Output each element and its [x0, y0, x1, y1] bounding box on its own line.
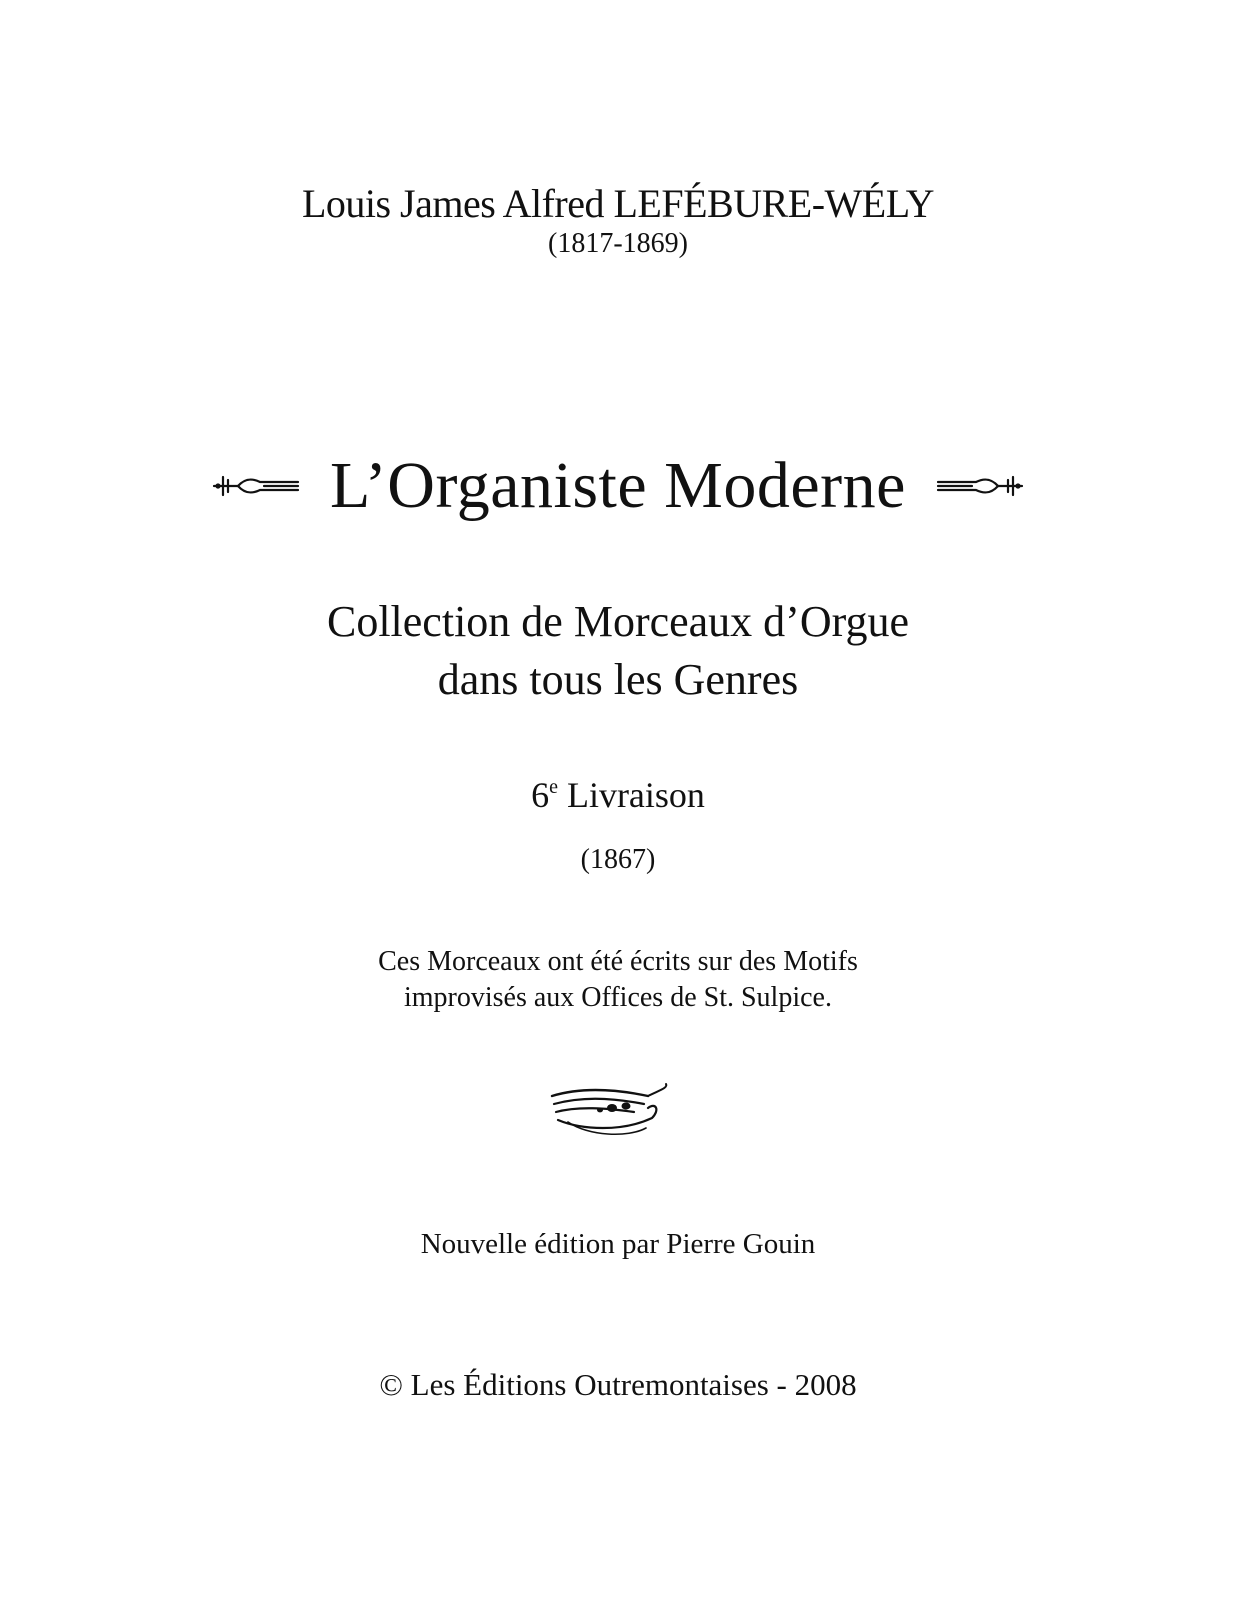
copyright-notice: © Les Éditions Outremontaises - 2008 [379, 1367, 857, 1402]
scroll-ornament-icon [936, 471, 1024, 501]
composer-name: Louis James Alfred LEFÉBURE-WÉLY [301, 181, 935, 226]
livraison-number: 6 [531, 775, 550, 815]
subtitle-line-2: dans tous les Genres [437, 655, 799, 704]
composer-dates: (1817-1869) [548, 228, 688, 259]
subtitle-line-1: Collection de Morceaux d’Orgue [326, 597, 909, 646]
publication-year: (1867) [580, 844, 656, 875]
note-line-2: improvisés aux Offices de St. Sulpice. [404, 982, 832, 1013]
livraison-label [0, 774, 1236, 816]
calligraphic-flourish-icon [548, 1082, 670, 1140]
livraison-superscript: e [549, 776, 558, 798]
main-title: L’Organiste Moderne [330, 449, 906, 522]
note-line-1: Ces Morceaux ont été écrits sur des Motifs [378, 946, 858, 977]
scroll-ornament-icon [212, 471, 300, 501]
livraison-text: Livraison [566, 775, 705, 815]
edition-credit: Nouvelle édition par Pierre Gouin [420, 1228, 816, 1260]
title-row [0, 448, 1236, 524]
